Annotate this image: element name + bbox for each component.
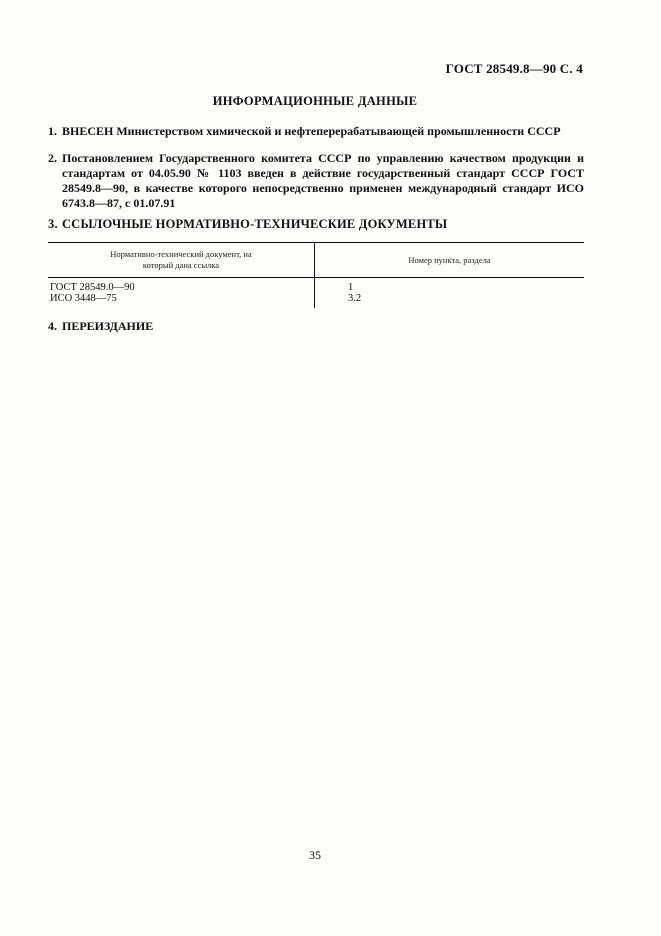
info-item-1 — [48, 124, 584, 139]
item-text: ССЫЛОЧНЫЕ НОРМАТИВНО-ТЕХНИЧЕСКИЕ ДОКУМЕНТЫ — [62, 217, 448, 231]
document-reference-header: ГОСТ 28549.8—90 С. 4 — [445, 61, 583, 76]
section-title: ИНФОРМАЦИОННЫЕ ДАННЫЕ — [212, 94, 418, 108]
table-row — [48, 278, 584, 294]
item-number: 2. — [48, 151, 57, 165]
item-number: 4. — [48, 319, 57, 333]
ref-clause: 1 — [348, 282, 354, 293]
item-text: ВНЕСЕН Министерством химической и нефтеперерабатывающей промышленности СССР — [62, 124, 561, 138]
info-item-3 — [48, 217, 584, 232]
info-item-2 — [48, 151, 584, 210]
header-clause: Номер пункта, раздела — [315, 243, 585, 278]
table-row — [48, 293, 584, 308]
ref-document: ИСО 3448—75 — [48, 293, 315, 308]
table-header-row — [48, 243, 584, 278]
ref-document: ГОСТ 28549.0—90 — [48, 278, 315, 294]
ref-clause: 3.2 — [348, 293, 362, 304]
page-number: 35 — [309, 848, 321, 862]
header-document — [48, 243, 315, 278]
item-text: ПЕРЕИЗДАНИЕ — [62, 319, 154, 333]
header-document-label: Нормативно-технический документ, на который дана ссылка — [110, 249, 252, 270]
item-number: 3. — [48, 217, 58, 231]
info-item-4 — [48, 319, 584, 334]
item-text: Постановлением Государственного комитета СССР по управлению качеством продукции и стандартам от 04.05.90 № 1103 введен в действие государственный стандарт СССР ГОСТ 28549.8—90, в качестве которого непосредственно применен международный стандарт ИСО 6743.8—87, с 01.07.91 — [62, 151, 584, 210]
references-table — [48, 242, 584, 308]
item-number: 1. — [48, 124, 57, 138]
